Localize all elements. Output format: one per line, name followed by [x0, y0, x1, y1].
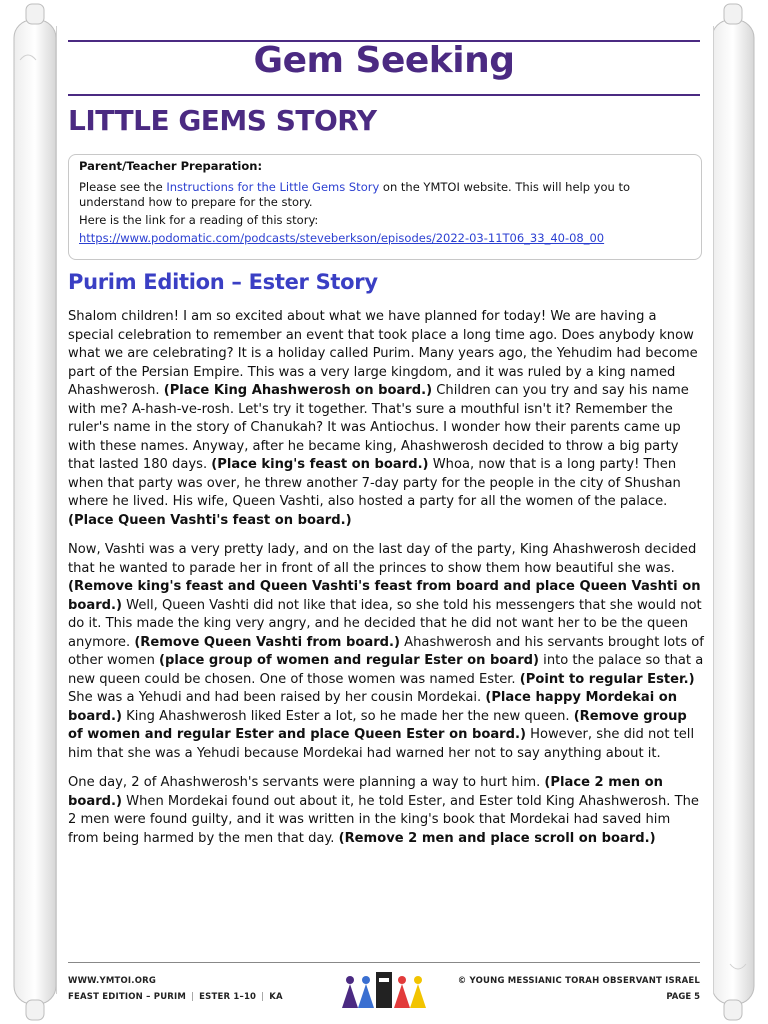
footer-copyright: © YOUNG MESSIANIC TORAH OBSERVANT ISRAEL: [457, 976, 700, 986]
story-paragraph-3: [68, 774, 704, 848]
prep-line1-prefix: Please see the: [79, 180, 167, 194]
footer-website: WWW.YMTOI.ORG: [68, 976, 157, 986]
prep-line1-suffix: on the YMTOI website. This will help you to understand how to prepare for the story.: [79, 180, 631, 209]
story-text: King Ahashwerosh liked Ester a lot, so he made her the new queen.: [122, 708, 574, 724]
stage-direction: (Point to regular Ester.): [519, 671, 695, 687]
story-text: into the palace so that a new queen could be chosen. One of those women was named Ester.: [68, 653, 704, 687]
story-paragraph-2: [68, 541, 704, 763]
footer-edition-info: FEAST EDITION – PURIM | ESTER 1–10 | KA: [68, 992, 283, 1002]
prep-reading-note: Here is the link for a reading of this story:: [79, 213, 319, 227]
story-text: However, she did not tell him that she was a Yehudi because Mordekai had warned her not to say anything about it.: [68, 727, 695, 761]
prep-instructions: [79, 180, 693, 210]
stage-direction: (Remove group of women and regular Ester and place Queen Ester on board.): [68, 708, 687, 742]
story-text: Well, Queen Vashti did not like that idea, so she told his messengers that she would not do it. This made the king very angry, and he decided that he did not want her to be the queen anymore.: [68, 597, 702, 650]
story-text: Children can you try and say his name with me? A-hash-ve-rosh. Let's try it together. That's sure a mouthful isn't it? Remember the ruler's name in the story of Chanukah? It was Antiochus. I wonder how their parents came up with these names. Anyway, after he became king, Ahashwerosh decided to throw a big party that lasted 180 days.: [68, 383, 689, 472]
footer-initials: KA: [269, 992, 283, 1002]
stage-direction: (place group of women and regular Ester on board): [159, 653, 540, 668]
footer-range: ESTER 1–10: [199, 992, 257, 1002]
story-text: She was a Yehudi and had been raised by her cousin Mordekai.: [68, 690, 486, 705]
stage-direction: (Remove king's feast and Queen Vashti's feast from board and place Queen Vashti on board.): [68, 579, 701, 613]
footer-page-number: PAGE 5: [666, 992, 700, 1002]
story-text: Whoa, now that is a long party! Then when that party was over, he threw another 7-day party for the people in the city of Shushan where he lived. His wife, Queen Vashti, also hosted a party for all the women of the palace.: [68, 457, 681, 509]
story-text: One day, 2 of Ahashwerosh's servants were planning a way to hurt him.: [68, 775, 545, 790]
story-paragraph-1: [68, 308, 704, 530]
stage-direction: (Place Queen Vashti's feast on board.): [68, 512, 352, 528]
stage-direction: (Remove 2 men and place scroll on board.): [338, 830, 656, 846]
stage-direction: (Place happy Mordekai on board.): [68, 690, 678, 724]
footer-edition: FEAST EDITION – PURIM: [68, 992, 187, 1002]
preparation-box: [68, 154, 702, 260]
prep-heading: Parent/Teacher Preparation:: [79, 159, 263, 173]
title-rule: [68, 94, 700, 96]
page-subtitle: LITTLE GEMS STORY: [68, 104, 377, 137]
stage-direction: (Place King Ahashwerosh on board.): [163, 383, 433, 398]
ymtoi-logo: [336, 968, 432, 1010]
stage-direction: (Remove Queen Vashti from board.): [134, 634, 401, 650]
story-text: Now, Vashti was a very pretty lady, and on the last day of the party, King Ahashwerosh decided that he wanted to parade her in front of all the princes to show them how beautiful she was.: [68, 542, 697, 576]
footer-rule: [68, 962, 700, 963]
stage-direction: (Place 2 men on board.): [68, 775, 663, 809]
section-title: Purim Edition – Ester Story: [68, 270, 378, 294]
story-text: Shalom children! I am so excited about what we have planned for today! We are having a special celebration to remember an event that took place a long time ago. Does anybody know what we are celebrating? It is a holiday called Purim. Many years ago, the Yehudim had become part of the Persian Empire. This was a very large kingdom, and it was ruled by a king named Ahashwerosh.: [68, 309, 698, 398]
instructions-link[interactable]: Instructions for the Little Gems Story: [166, 180, 380, 194]
story-text: When Mordekai found out about it, he told Ester, and Ester told King Ahashwerosh. The 2 men were found guilty, and it was written in the king's book that Mordekai had saved him from being harmed by the men that day.: [68, 793, 699, 846]
podcast-link[interactable]: https://www.podomatic.com/podcasts/steveberkson/episodes/2022-03-11T06_33_40-08_00: [79, 231, 605, 245]
stage-direction: (Place king's feast on board.): [211, 457, 429, 472]
story-body: [68, 308, 704, 859]
story-text: Ahashwerosh and his servants brought lots of other women: [68, 634, 704, 668]
page-title: Gem Seeking: [253, 40, 515, 81]
